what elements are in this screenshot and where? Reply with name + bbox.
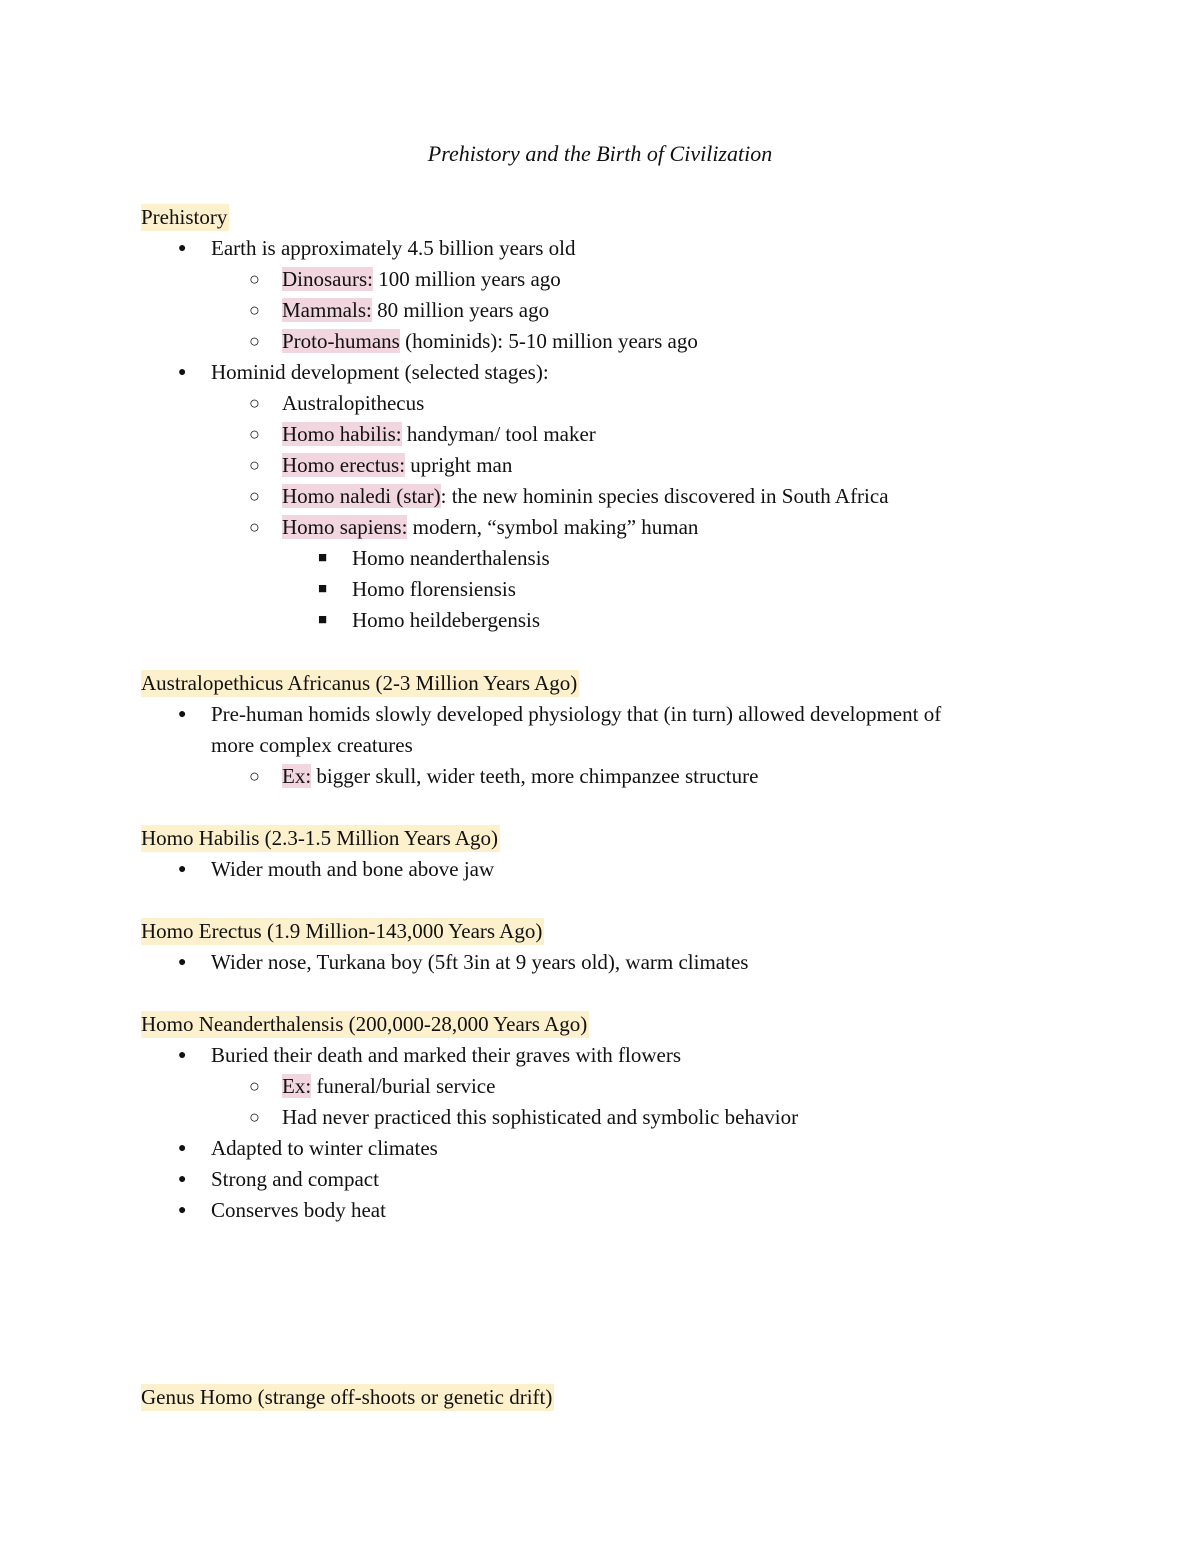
sub-bullet-marker: ○ [249,455,260,475]
section-heading-prehistory: Prehistory [141,205,228,229]
term-text: handyman/ tool maker [401,422,596,446]
bullet-wider-mouth: Wider mouth and bone above jaw [211,857,495,881]
sub-bullet-homo-naledi [282,483,889,510]
sub-bullet-marker: ○ [249,517,260,537]
bullet-earth-age: Earth is approximately 4.5 billion years old [211,236,576,260]
sub-bullet-marker: ○ [249,424,260,444]
term-highlight: Homo erectus: [282,453,406,477]
document-title: Prehistory and the Birth of Civilization [427,141,773,166]
bullet-marker: ● [178,955,187,970]
term-text: bigger skull, wider teeth, more chimpanzee structure [311,764,759,788]
term-highlight: Mammals: [282,298,372,322]
sub-bullet-australopithecus: Australopithecus [282,391,425,415]
sub-bullet-dinosaurs [282,266,561,293]
sub-bullet-marker: ○ [249,331,260,351]
sub-bullet-homo-erectus [282,452,512,479]
sub-bullet-marker: ○ [249,1076,260,1096]
bullet-wider-nose: Wider nose, Turkana boy (5ft 3in at 9 years old), warm climates [211,950,749,974]
term-text: 100 million years ago [373,267,561,291]
sub-bullet-marker: ○ [249,300,260,320]
term-highlight: Homo naledi (star) [282,484,441,508]
term-text: upright man [405,453,513,477]
sub-bullet-homo-sapiens [282,514,698,541]
sub-sub-bullet-florensiensis: Homo florensiensis [352,577,516,601]
sub-sub-bullet-neanderthalensis: Homo neanderthalensis [352,546,550,570]
bullet-marker: ● [178,365,187,380]
bullet-marker: ● [178,1203,187,1218]
section-heading-erectus: Homo Erectus (1.9 Million-143,000 Years Ago) [141,919,543,943]
sub-bullet-marker: ○ [249,269,260,289]
bullet-marker: ● [178,1141,187,1156]
section-heading-habilis: Homo Habilis (2.3-1.5 Million Years Ago) [141,826,498,850]
sub-bullet-marker: ○ [249,1107,260,1127]
bullet-marker: ● [178,862,187,877]
bullet-marker: ● [178,241,187,256]
sub-bullet-marker: ○ [249,486,260,506]
bullet-marker: ● [178,1172,187,1187]
bullet-physiology-line-2: more complex creatures [211,733,413,757]
bullet-body-heat: Conserves body heat [211,1198,386,1222]
section-heading-australopethicus: Australopethicus Africanus (2-3 Million Years Ago) [141,671,578,695]
sub-bullet-proto-humans [282,328,698,355]
square-bullet-marker: ■ [318,612,328,628]
section-heading-genus-homo: Genus Homo (strange off-shoots or genetic drift) [141,1385,553,1409]
term-highlight: Homo habilis: [282,422,402,446]
sub-bullet-homo-habilis [282,421,596,448]
square-bullet-marker: ■ [318,550,328,566]
square-bullet-marker: ■ [318,581,328,597]
sub-bullet-example [282,763,758,790]
term-highlight: Ex: [282,1074,312,1098]
term-highlight: Dinosaurs: [282,267,373,291]
bullet-hominid-development: Hominid development (selected stages): [211,360,549,384]
sub-bullet-marker: ○ [249,393,260,413]
section-heading-neanderthalensis: Homo Neanderthalensis (200,000-28,000 Years Ago) [141,1012,588,1036]
term-text: funeral/burial service [311,1074,496,1098]
bullet-marker: ● [178,707,187,722]
bullet-winter-climates: Adapted to winter climates [211,1136,438,1160]
sub-bullet-marker: ○ [249,766,260,786]
bullet-marker: ● [178,1048,187,1063]
bullet-physiology-line-1: Pre-human homids slowly developed physiology that (in turn) allowed development of [211,702,942,726]
term-text: 80 million years ago [371,298,550,322]
sub-bullet-symbolic-behavior: Had never practiced this sophisticated and symbolic behavior [282,1105,799,1129]
sub-sub-bullet-heildebergensis: Homo heildebergensis [352,608,540,632]
bullet-buried-dead: Buried their death and marked their graves with flowers [211,1043,682,1067]
term-text: modern, “symbol making” human [407,515,699,539]
term-highlight: Proto-humans [282,329,400,353]
bullet-strong-compact: Strong and compact [211,1167,379,1191]
term-text: (hominids): 5-10 million years ago [399,329,698,353]
sub-bullet-mammals [282,297,549,324]
sub-bullet-funeral [282,1073,495,1100]
term-highlight: Ex: [282,764,312,788]
term-highlight: Homo sapiens: [282,515,408,539]
term-text: : the new hominin species discovered in South Africa [440,484,889,508]
